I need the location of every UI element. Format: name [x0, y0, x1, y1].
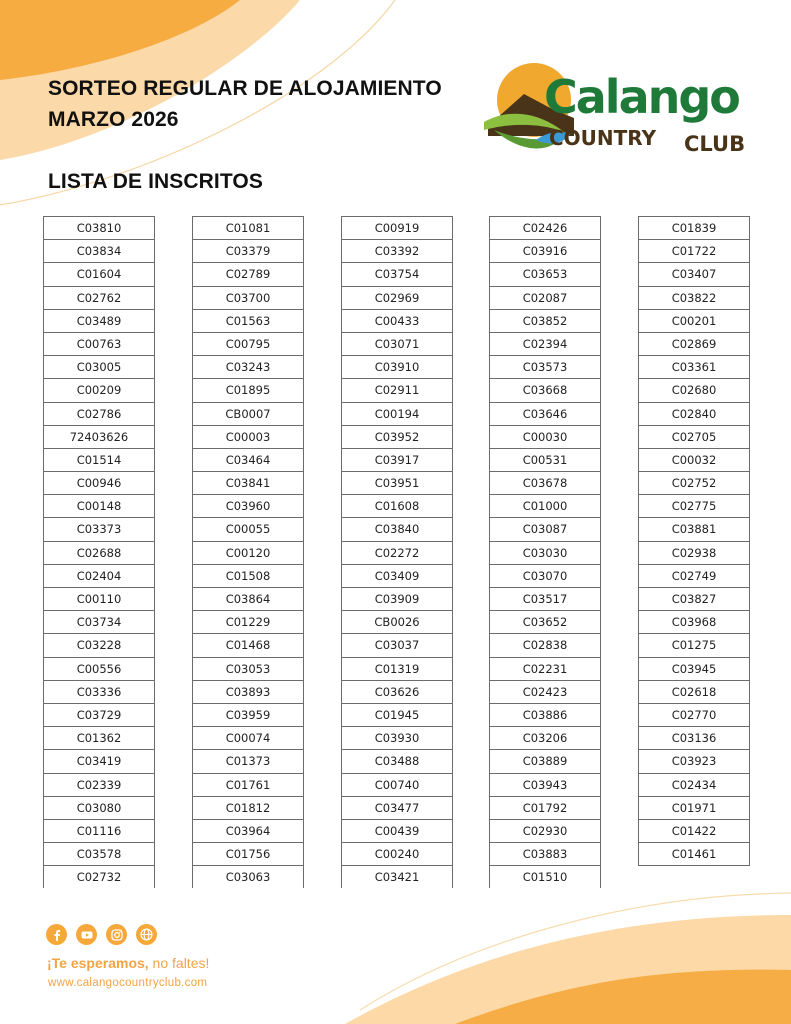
table-cell: C03477	[342, 796, 452, 819]
table-cell: C03945	[639, 657, 749, 680]
table-cell: C00740	[342, 773, 452, 796]
table-cell: C03379	[193, 239, 303, 262]
table-cell: C00110	[44, 587, 154, 610]
table-cell: C00003	[193, 425, 303, 448]
table-cell: C02840	[639, 402, 749, 425]
table-cell: C03678	[490, 471, 600, 494]
document-title: SORTEO REGULAR DE ALOJAMIENTO	[48, 77, 442, 100]
table-cell: C03729	[44, 703, 154, 726]
calango-logo	[484, 60, 754, 164]
table-cell: C03923	[639, 749, 749, 772]
table-cell: CB0007	[193, 402, 303, 425]
table-cell: C02231	[490, 657, 600, 680]
table-cell: C01812	[193, 796, 303, 819]
table-cell: C03886	[490, 703, 600, 726]
table-cell: C02404	[44, 564, 154, 587]
table-cell: C03373	[44, 517, 154, 540]
table-cell: C03080	[44, 796, 154, 819]
table-cell: C03959	[193, 703, 303, 726]
table-cell: C01514	[44, 448, 154, 471]
youtube-icon[interactable]	[76, 924, 97, 945]
table-cell: C03910	[342, 355, 452, 378]
table-cell: C02762	[44, 286, 154, 309]
table-cell: C03063	[193, 865, 303, 888]
table-cell: C03037	[342, 633, 452, 656]
table-cell: C01508	[193, 564, 303, 587]
table-cell: C03136	[639, 726, 749, 749]
table-cell: C00074	[193, 726, 303, 749]
table-cell: C01839	[639, 216, 749, 239]
table-cell: C03409	[342, 564, 452, 587]
instagram-icon[interactable]	[106, 924, 127, 945]
table-cell: C03668	[490, 378, 600, 401]
table-cell: C03893	[193, 680, 303, 703]
table-cell: C00240	[342, 842, 452, 865]
table-cell: C01275	[639, 633, 749, 656]
table-cell: C01468	[193, 633, 303, 656]
table-cell: C02434	[639, 773, 749, 796]
table-cell: C02423	[490, 680, 600, 703]
table-cell: C00439	[342, 819, 452, 842]
table-cell: C03822	[639, 286, 749, 309]
table-cell: C02426	[490, 216, 600, 239]
table-cell: C00763	[44, 332, 154, 355]
table-cell: C03361	[639, 355, 749, 378]
table-cell: C03960	[193, 494, 303, 517]
table-cell: C03952	[342, 425, 452, 448]
table-cell: C02339	[44, 773, 154, 796]
table-cell: C02087	[490, 286, 600, 309]
social-links	[46, 924, 157, 945]
table-cell: C00556	[44, 657, 154, 680]
logo-country-text: COUNTRY	[549, 126, 657, 150]
table-cell: C01461	[639, 842, 749, 865]
table-cell: C01792	[490, 796, 600, 819]
table-cell: C02969	[342, 286, 452, 309]
table-cell: C03968	[639, 610, 749, 633]
table-cell: C03243	[193, 355, 303, 378]
table-cell: C03700	[193, 286, 303, 309]
table-cell: C02394	[490, 332, 600, 355]
table-cell: C03573	[490, 355, 600, 378]
table-cell: C02911	[342, 378, 452, 401]
table-cell: C03071	[342, 332, 452, 355]
table-cell: C03653	[490, 262, 600, 285]
table-cell: C01604	[44, 262, 154, 285]
table-cell: C01510	[490, 865, 600, 888]
table-column-3	[341, 216, 453, 888]
logo-wordmark: Calango	[544, 70, 739, 124]
table-cell: C02930	[490, 819, 600, 842]
table-column-4	[489, 216, 601, 888]
table-cell: C03754	[342, 262, 452, 285]
table-cell: C01000	[490, 494, 600, 517]
table-cell: C00148	[44, 494, 154, 517]
table-cell: C03578	[44, 842, 154, 865]
table-column-2	[192, 216, 304, 888]
table-cell: C03889	[490, 749, 600, 772]
table-column-5	[638, 216, 750, 866]
table-cell: C00433	[342, 309, 452, 332]
table-cell: C02688	[44, 541, 154, 564]
table-cell: C01373	[193, 749, 303, 772]
document-date: MARZO 2026	[48, 108, 179, 131]
table-cell: C03652	[490, 610, 600, 633]
table-cell: C00919	[342, 216, 452, 239]
table-cell: C00194	[342, 402, 452, 425]
table-cell: C00946	[44, 471, 154, 494]
table-cell: C02869	[639, 332, 749, 355]
table-cell: C03419	[44, 749, 154, 772]
table-cell: C03916	[490, 239, 600, 262]
table-cell: C03392	[342, 239, 452, 262]
table-cell: C03626	[342, 680, 452, 703]
table-cell: C02838	[490, 633, 600, 656]
table-cell: C01229	[193, 610, 303, 633]
table-cell: C01422	[639, 819, 749, 842]
table-cell: C03864	[193, 587, 303, 610]
table-cell: C03336	[44, 680, 154, 703]
table-cell: C03734	[44, 610, 154, 633]
table-cell: C01722	[639, 239, 749, 262]
table-cell: C02786	[44, 402, 154, 425]
table-cell: C03005	[44, 355, 154, 378]
logo-club-text: CLUB	[684, 132, 746, 156]
table-cell: C03909	[342, 587, 452, 610]
table-cell: CB0026	[342, 610, 452, 633]
table-cell: C03881	[639, 517, 749, 540]
table-cell: C00209	[44, 378, 154, 401]
table-cell: C03964	[193, 819, 303, 842]
table-cell: C01756	[193, 842, 303, 865]
table-cell: C00201	[639, 309, 749, 332]
table-cell: C00531	[490, 448, 600, 471]
table-cell: C01608	[342, 494, 452, 517]
table-cell: C03030	[490, 541, 600, 564]
table-cell: C02732	[44, 865, 154, 888]
table-cell: 72403626	[44, 425, 154, 448]
table-column-1	[43, 216, 155, 888]
list-heading: LISTA DE INSCRITOS	[48, 170, 263, 193]
table-cell: C03834	[44, 239, 154, 262]
table-cell: C03206	[490, 726, 600, 749]
table-cell: C00032	[639, 448, 749, 471]
tagline-bold: ¡Te esperamos,	[47, 955, 149, 971]
footer-tagline	[47, 955, 209, 971]
table-cell: C02789	[193, 262, 303, 285]
table-cell: C03517	[490, 587, 600, 610]
globe-icon[interactable]	[136, 924, 157, 945]
table-cell: C03840	[342, 517, 452, 540]
table-cell: C03841	[193, 471, 303, 494]
table-cell: C00120	[193, 541, 303, 564]
table-cell: C03228	[44, 633, 154, 656]
table-cell: C02749	[639, 564, 749, 587]
table-cell: C03070	[490, 564, 600, 587]
table-cell: C03852	[490, 309, 600, 332]
table-cell: C03488	[342, 749, 452, 772]
table-cell: C03827	[639, 587, 749, 610]
table-cell: C03421	[342, 865, 452, 888]
table-cell: C02775	[639, 494, 749, 517]
table-cell: C02680	[639, 378, 749, 401]
table-cell: C01362	[44, 726, 154, 749]
table-cell: C01895	[193, 378, 303, 401]
tagline-rest: no faltes!	[148, 955, 210, 971]
table-cell: C02752	[639, 471, 749, 494]
table-cell: C03087	[490, 517, 600, 540]
table-cell: C02938	[639, 541, 749, 564]
table-cell: C01081	[193, 216, 303, 239]
table-cell: C01971	[639, 796, 749, 819]
table-cell: C02272	[342, 541, 452, 564]
table-cell: C03489	[44, 309, 154, 332]
facebook-icon[interactable]	[46, 924, 67, 945]
table-cell: C02705	[639, 425, 749, 448]
table-cell: C01116	[44, 819, 154, 842]
table-cell: C00030	[490, 425, 600, 448]
table-cell: C03951	[342, 471, 452, 494]
website-link[interactable]: www.calangocountryclub.com	[48, 977, 208, 989]
table-cell: C01563	[193, 309, 303, 332]
table-cell: C01761	[193, 773, 303, 796]
table-cell: C00795	[193, 332, 303, 355]
table-cell: C03930	[342, 726, 452, 749]
table-cell: C03407	[639, 262, 749, 285]
table-cell: C02770	[639, 703, 749, 726]
table-cell: C03883	[490, 842, 600, 865]
table-cell: C02618	[639, 680, 749, 703]
table-cell: C01319	[342, 657, 452, 680]
table-cell: C03810	[44, 216, 154, 239]
table-cell: C03917	[342, 448, 452, 471]
table-cell: C00055	[193, 517, 303, 540]
table-cell: C03943	[490, 773, 600, 796]
table-cell: C03646	[490, 402, 600, 425]
table-cell: C03464	[193, 448, 303, 471]
table-cell: C01945	[342, 703, 452, 726]
table-cell: C03053	[193, 657, 303, 680]
